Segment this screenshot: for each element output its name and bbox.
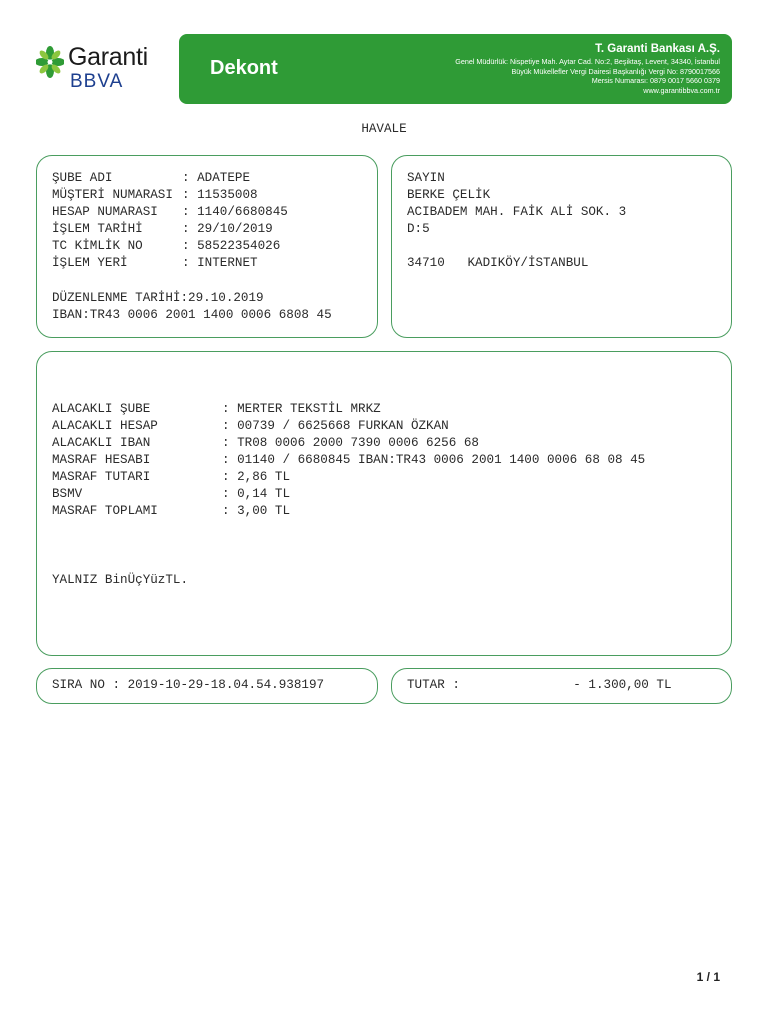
recipient-address-box [391, 155, 732, 338]
detail-label: MASRAF TOPLAMI [52, 504, 158, 518]
amount-in-words: YALNIZ BinÜçYüzTL. [52, 573, 189, 587]
bank-website-line: www.garantibbva.com.tr [643, 85, 720, 95]
garanti-bbva-logo [36, 42, 176, 94]
detail-label: BSMV [52, 487, 83, 501]
account-label: TC KİMLİK NO [52, 239, 143, 253]
amount-line [407, 677, 672, 694]
detail-row: MASRAF HESABI : 01140 / 6680845 IBAN:TR43 0006 2001 1400 0006 68 08 45 [52, 453, 646, 467]
sequence-number-box [36, 668, 378, 704]
page-number: 1 / 1 [696, 970, 720, 984]
bank-address-line: Genel Müdürlük: Nispetiye Mah. Aytar Cad. No:2, Beşiktaş, Levent, 34340, İstanbul [455, 57, 720, 66]
account-row: MÜŞTERİ NUMARASI : 11535008 [52, 188, 258, 202]
document-title: Dekont [210, 57, 278, 79]
detail-row: MASRAF TOPLAMI : 3,00 TL [52, 504, 291, 518]
detail-row: ALACAKLI ŞUBE : MERTER TEKSTİL MRKZ [52, 402, 381, 416]
detail-row: ALACAKLI IBAN : TR08 0006 2000 7390 0006 6256 68 [52, 436, 479, 450]
bank-mersis-line: Mersis Numarası: 0879 0017 5660 0379 [591, 76, 720, 85]
detail-label: ALACAKLI IBAN [52, 436, 151, 450]
postal-code: 34710 [407, 256, 445, 270]
account-value: 58522354026 [197, 239, 281, 253]
detail-label: ALACAKLI ŞUBE [52, 402, 151, 416]
sequence-line: SIRA NO : 2019-10-29-18.04.54.938197 [52, 678, 325, 692]
account-row: TC KİMLİK NO : 58522354026 [52, 239, 281, 253]
detail-value: 00739 / 6625668 FURKAN ÖZKAN [237, 419, 449, 433]
sequence-label: SIRA NO [52, 678, 105, 692]
detail-row: ALACAKLI HESAP : 00739 / 6625668 FURKAN ÖZKAN [52, 419, 449, 433]
account-value: ADATEPE [197, 171, 251, 185]
account-value: INTERNET [197, 256, 258, 270]
account-value: 11535008 [197, 188, 258, 202]
account-iban: IBAN:TR43 0006 2001 1400 0006 6808 45 [52, 308, 332, 322]
account-label: İŞLEM YERİ [52, 256, 128, 270]
sequence-value: 2019-10-29-18.04.54.938197 [127, 678, 325, 692]
transaction-type: HAVALE [361, 122, 407, 136]
detail-value: 3,00 TL [237, 504, 291, 518]
detail-label: ALACAKLI HESAP [52, 419, 158, 433]
issue-date: DÜZENLENME TARİHİ:29.10.2019 [52, 291, 264, 305]
amount-label: TUTAR : [407, 678, 460, 692]
recipient-name: BERKE ÇELİK [407, 188, 491, 202]
detail-row: MASRAF TUTARI : 2,86 TL [52, 470, 291, 484]
detail-value: 2,86 TL [237, 470, 291, 484]
bank-info [455, 42, 720, 95]
bank-name: T. Garanti Bankası A.Ş. [595, 43, 720, 55]
address-line-2: D:5 [407, 222, 430, 236]
logo-name: Garanti [68, 43, 148, 71]
detail-label: MASRAF TUTARI [52, 470, 151, 484]
account-row: İŞLEM YERİ : INTERNET [52, 256, 258, 270]
account-label: İŞLEM TARİHİ [52, 222, 143, 236]
account-label: ŞUBE ADI [52, 171, 113, 185]
account-label: MÜŞTERİ NUMARASI [52, 188, 173, 202]
detail-value: TR08 0006 2000 7390 0006 6256 68 [237, 436, 479, 450]
account-value: 29/10/2019 [197, 222, 273, 236]
transfer-details-box [36, 351, 732, 656]
postal-city-line [407, 255, 588, 272]
detail-label: MASRAF HESABI [52, 453, 151, 467]
amount-box [391, 668, 732, 704]
detail-row: BSMV : 0,14 TL [52, 487, 291, 501]
header-band [179, 34, 732, 104]
city: KADIKÖY/İSTANBUL [467, 256, 589, 270]
detail-value: MERTER TEKSTİL MRKZ [237, 402, 381, 416]
detail-value: 01140 / 6680845 IBAN:TR43 0006 2001 1400 0006 68 08 45 [237, 453, 646, 467]
account-label: HESAP NUMARASI [52, 205, 158, 219]
account-row: ŞUBE ADI : ADATEPE [52, 171, 251, 185]
salutation: SAYIN [407, 171, 445, 185]
account-row: İŞLEM TARİHİ : 29/10/2019 [52, 222, 273, 236]
clover-logo-icon [36, 46, 64, 78]
logo-sub: BBVA [70, 71, 124, 92]
address-line-1: ACIBADEM MAH. FAİK ALİ SOK. 3 [407, 205, 627, 219]
account-info-box [36, 155, 378, 338]
detail-value: 0,14 TL [237, 487, 291, 501]
account-row: HESAP NUMARASI : 1140/6680845 [52, 205, 288, 219]
bank-tax-line: Büyük Mükellefler Vergi Dairesi Başkanlığı Vergi No: 8790017566 [511, 66, 720, 76]
account-value: 1140/6680845 [197, 205, 288, 219]
amount-value: - 1.300,00 TL [573, 678, 672, 692]
